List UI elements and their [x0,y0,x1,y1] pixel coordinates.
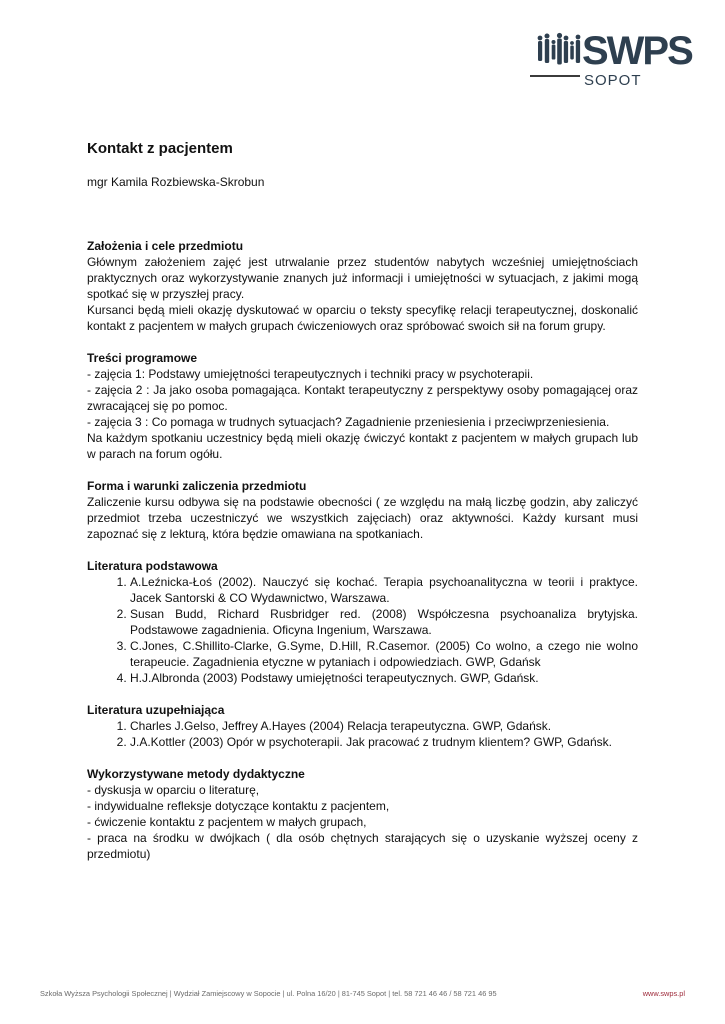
author-name: mgr Kamila Rozbiewska-Skrobun [87,175,265,189]
paragraph: Na każdym spotkaniu uczestnicy będą mieli okazję ćwiczyć kontakt z pacjentem w małych grupach lub w parach na forum ogółu. [87,431,638,461]
reference-item: 3. C.Jones, C.Shillito-Clarke, G.Syme, D.Hill, R.Casemor. (2005) Co wolno, a czego nie wolno terapeucie. Zagadnienia etyczne w pytaniach i odpowiedziach. GWP, Gdańsk [130,638,638,670]
document-body [87,139,638,862]
section-heading-forma: Forma i warunki zaliczenia przedmiotu [87,479,307,493]
reference-item: 4. H.J.Albronda (2003) Podstawy umiejętności terapeutycznych. GWP, Gdańsk. [130,670,638,686]
page-footer [40,989,685,999]
people-silhouettes-icon [536,32,582,70]
reference-list [87,574,638,686]
list-line: - indywidualne refleksje dotyczące kontaktu z pacjentem, [87,799,390,813]
paragraph: Zaliczenie kursu odbywa się na podstawie obecności ( ze względu na małą liczbę godzin, aby zaliczyć przedmiot trzeba uczestniczyć we wszystkich zajęciach) oraz aktywności. Każdy kursant musi zapoznać się z lekturą, która będzie omawiana na spotkaniach. [87,495,638,541]
reference-item: 2. J.A.Kottler (2003) Opór w psychoterapii. Jak pracować z trudnym klientem? GWP, Gdańsk. [130,734,638,750]
page-title: Kontakt z pacjentem [87,140,233,157]
paragraph: Głównym założeniem zajęć jest utrwalanie przez studentów nabytych wcześniej umiejętnościach praktycznych oraz wykorzystywanie znanych już informacji i umiejętności w sytuacjach, z jakimi mogą spotkać się w przyszłej pracy. [87,255,638,301]
list-line: - zajęcia 1: Podstawy umiejętności terapeutycznych i techniki pracy w psychoterapii. [87,367,534,381]
reference-item: 2. Susan Budd, Richard Rusbridger red. (2008) Współczesna psychoanaliza brytyjska. Podstawowe zagadnienia. Oficyna Ingenium, Warszawa. [130,606,638,638]
section-heading-zalozenia: Założenia i cele przedmiotu [87,239,244,253]
list-line: - zajęcia 2 : Ja jako osoba pomagająca. Kontakt terapeutyczny z perspektywy osoby pomagającej oraz zwracającej się po pomoc. [87,383,638,413]
footer-website-link[interactable]: www.swps.pl [642,989,685,998]
footer-address: Szkoła Wyższa Psychologii Społecznej | Wydział Zamiejscowy w Sopocie | ul. Polna 16/20 | 81-745 Sopot | tel. 58 721 46 46 / 58 721 46 95 [40,989,497,998]
logo-text: SWPS [582,29,692,73]
section-heading-metody: Wykorzystywane metody dydaktyczne [87,767,305,781]
swps-logo [530,28,690,96]
paragraph: Kursanci będą mieli okazję dyskutować w oparciu o teksty specyfikę relacji terapeutycznej, doskonalić kontakt z pacjentem w małych grupach ćwiczeniowych oraz spróbować swoich sił na forum grupy. [87,303,638,333]
reference-list [87,718,638,750]
list-line: - praca na środku w dwójkach ( dla osób chętnych starających się o uzyskanie wyższej oceny z przedmiotu) [87,831,638,861]
reference-item: 1. Charles J.Gelso, Jeffrey A.Hayes (2004) Relacja terapeutyczna. GWP, Gdańsk. [130,718,638,734]
list-line: - dyskusja w oparciu o literaturę, [87,783,260,797]
section-heading-literatura-podstawowa: Literatura podstawowa [87,559,218,573]
section-heading-tresci: Treści programowe [87,351,198,365]
section-heading-literatura-uzupelniajaca: Literatura uzupełniająca [87,703,225,717]
list-line: - zajęcia 3 : Co pomaga w trudnych sytuacjach? Zagadnienie przeniesienia i przeciwprzeniesienia. [87,415,610,429]
list-line: - ćwiczenie kontaktu z pacjentem w małych grupach, [87,815,367,829]
reference-item: 1. A.Leźnicka-Łoś (2002). Nauczyć się kochać. Terapia psychoanalityczna w teorii i praktyce. Jacek Santorski & CO Wydawnictwo, Warszawa. [130,574,638,606]
logo-divider [530,75,580,77]
logo-subtitle: SOPOT [584,72,642,89]
